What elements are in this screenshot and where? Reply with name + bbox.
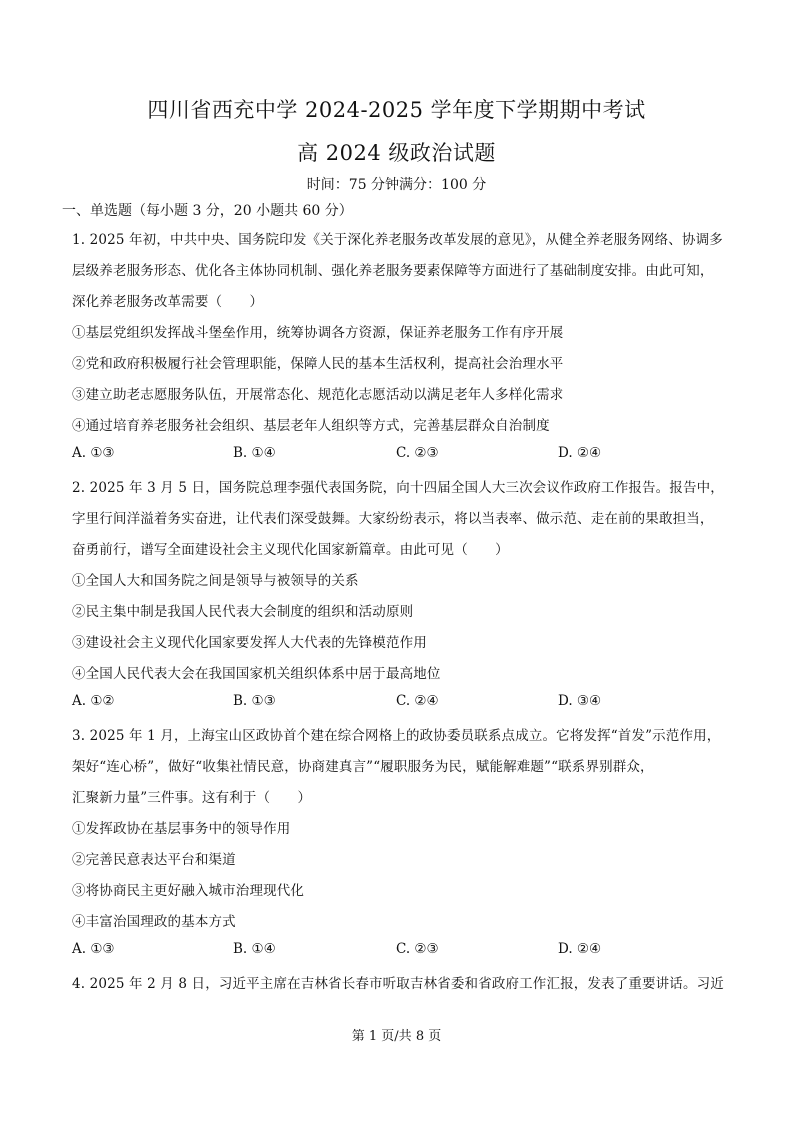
- question-1-option-b: B. ①④: [233, 445, 276, 461]
- question-3-option-c: C. ②③: [396, 941, 439, 957]
- question-2-line-1: 2. 2025 年 3 月 5 日，国务院总理李强代表国务院，向十四届全国人大三次会议作政府工作报告。报告中，: [72, 480, 724, 496]
- question-2-option-c: C. ②④: [396, 693, 439, 709]
- section-title: 一、单选题（每小题 3 分，20 小题共 60 分）: [62, 203, 353, 219]
- question-1-line-1: 1. 2025 年初，中共中央、国务院印发《关于深化养老服务改革发展的意见》，从健全养老服务网络、协调多: [72, 232, 723, 248]
- question-1-choice-4: ④通过培育养老服务社会组织、基层老年人组织等方式，完善基层群众自治制度: [72, 418, 550, 434]
- question-3-line-3: 汇聚新力量”三件事。这有利于（ ）: [72, 790, 312, 806]
- question-1-option-a: A. ①③: [72, 445, 115, 461]
- question-4-line-1: 4. 2025 年 2 月 8 日，习近平主席在吉林省长春市听取吉林省委和省政府工作汇报，发表了重要讲话。习近: [72, 976, 724, 992]
- question-2-option-a: A. ①②: [72, 693, 115, 709]
- question-2-option-d: D. ③④: [558, 693, 602, 709]
- question-1-option-d: D. ②④: [558, 445, 602, 461]
- question-2-choice-1: ①全国人大和国务院之间是领导与被领导的关系: [72, 573, 359, 589]
- question-2-choice-4: ④全国人民代表大会在我国国家机关组织体系中居于最高地位: [72, 666, 441, 682]
- question-2-line-3: 奋勇前行，谱写全面建设社会主义现代化国家新篇章。由此可见（ ）: [72, 542, 509, 558]
- question-2-option-b: B. ①③: [233, 693, 276, 709]
- question-3-option-b: B. ①④: [233, 941, 276, 957]
- question-1-choice-1: ①基层党组织发挥战斗堡垒作用，统筹协调各方资源，保证养老服务工作有序开展: [72, 325, 564, 341]
- question-2-choice-3: ③建设社会主义现代化国家要发挥人大代表的先锋模范作用: [72, 635, 427, 651]
- question-1-option-c: C. ②③: [396, 445, 439, 461]
- question-1-choice-2: ②党和政府积极履行社会管理职能，保障人民的基本生活权利，提高社会治理水平: [72, 356, 564, 372]
- question-3-option-d: D. ②④: [558, 941, 602, 957]
- question-1-line-2: 层级养老服务形态、优化各主体协同机制、强化养老服务要素保障等方面进行了基础制度安排。由此可知，: [72, 263, 714, 279]
- question-3-choice-2: ②完善民意表达平台和渠道: [72, 852, 236, 868]
- question-3-line-1: 3. 2025 年 1 月，上海宝山区政协首个建在综合网格上的政协委员联系点成立。它将发挥“首发”示范作用，: [72, 728, 721, 744]
- question-2-line-2: 字里行间洋溢着务实奋进，让代表们深受鼓舞。大家纷纷表示，将以当表率、做示范、走在前的果敢担当，: [72, 511, 714, 527]
- question-1-line-3: 深化养老服务改革需要（ ）: [72, 294, 264, 310]
- question-3-line-2: 架好“连心桥”，做好“收集社情民意，协商建真言”“履职服务为民，赋能解难题”“联系界别群众，: [72, 759, 654, 775]
- exam-title: 四川省西充中学 2024-2025 学年度下学期期中考试: [147, 98, 646, 122]
- question-2-choice-2: ②民主集中制是我国人民代表大会制度的组织和活动原则: [72, 604, 414, 620]
- question-3-option-a: A. ①③: [72, 941, 115, 957]
- page-footer: 第 1 页/共 8 页: [351, 1029, 442, 1044]
- exam-subtitle: 高 2024 级政治试题: [297, 141, 496, 165]
- question-3-choice-1: ①发挥政协在基层事务中的领导作用: [72, 821, 291, 837]
- question-3-choice-3: ③将协商民主更好融入城市治理现代化: [72, 883, 305, 899]
- question-1-choice-3: ③建立助老志愿服务队伍，开展常态化、规范化志愿活动以满足老年人多样化需求: [72, 387, 564, 403]
- exam-meta: 时间：75 分钟满分：100 分: [306, 177, 487, 193]
- question-3-choice-4: ④丰富治国理政的基本方式: [72, 914, 236, 930]
